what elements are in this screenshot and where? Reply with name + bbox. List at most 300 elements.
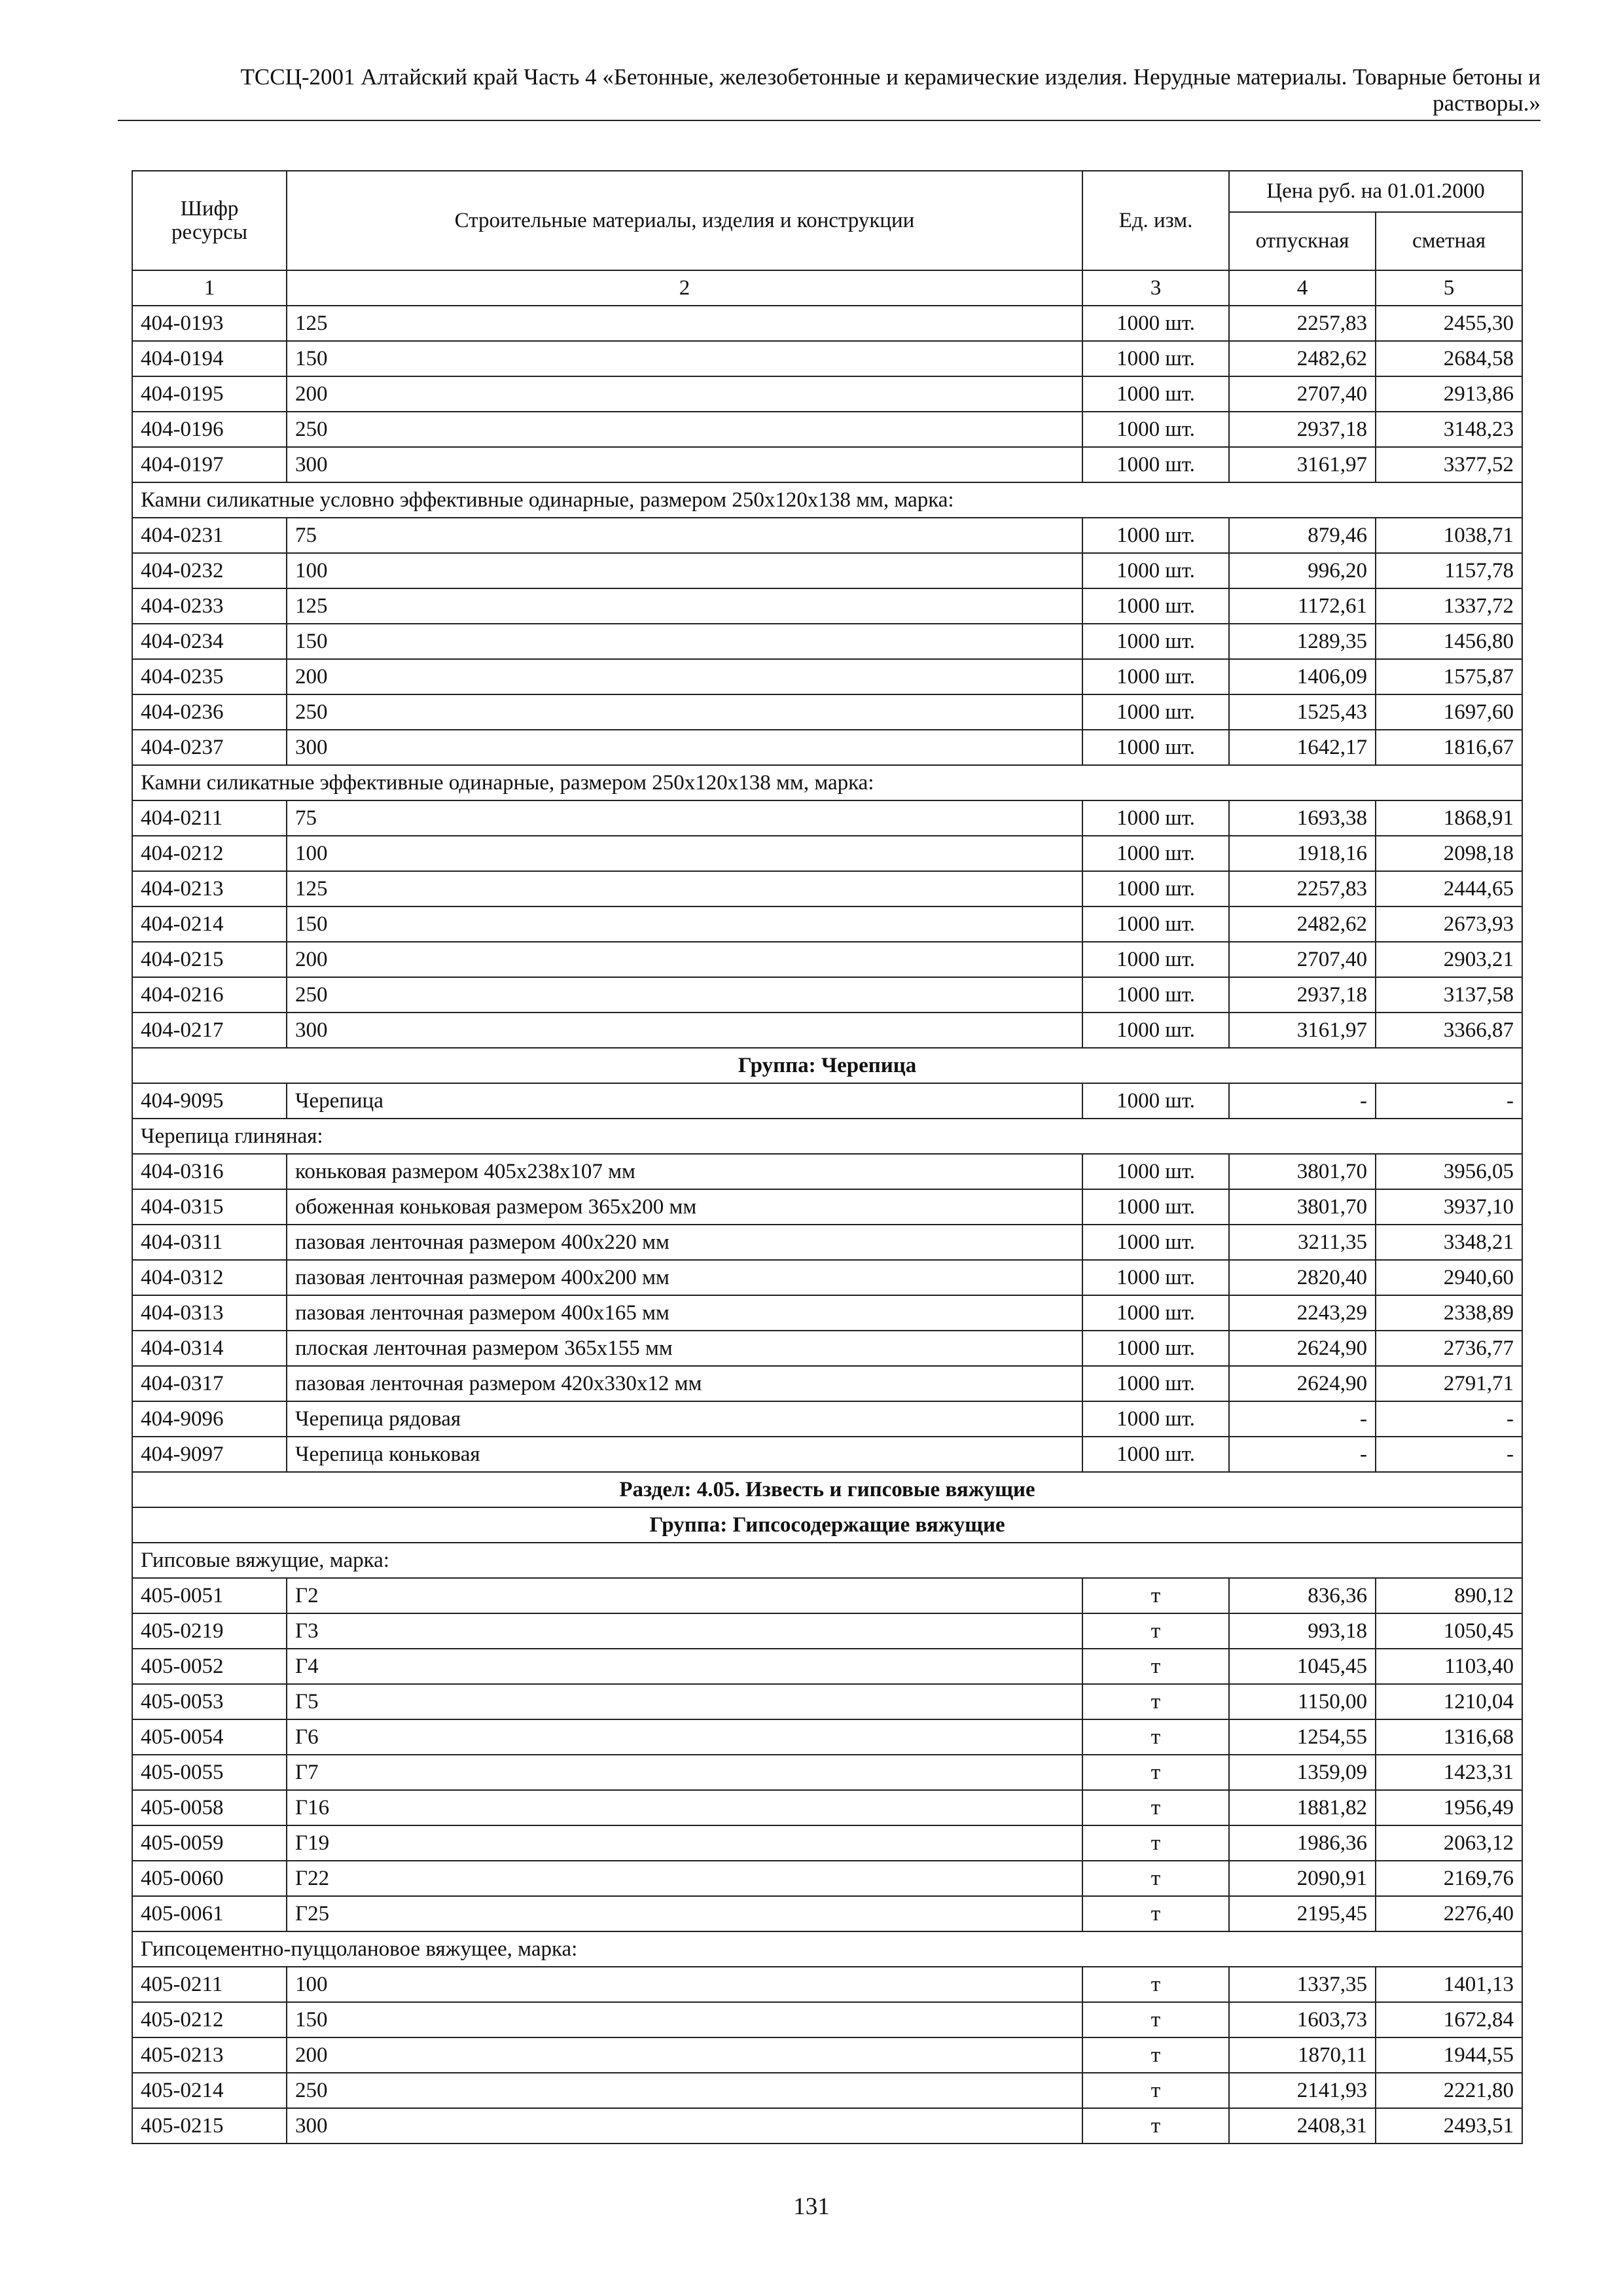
header-rule <box>118 120 1541 121</box>
sale-price: 2820,40 <box>1229 1260 1376 1295</box>
sale-price: - <box>1229 1401 1376 1437</box>
resource-code: 404-0313 <box>132 1295 287 1331</box>
estimate-price: 1103,40 <box>1376 1649 1522 1684</box>
resource-code: 404-0314 <box>132 1331 287 1366</box>
material-name: 150 <box>287 906 1082 942</box>
resource-code: 405-0053 <box>132 1684 287 1719</box>
table-row <box>132 730 1522 765</box>
caption-text: Гипсовые вяжущие, марка: <box>132 1543 1522 1578</box>
group-heading: Группа: Черепица <box>132 1048 1522 1083</box>
material-name: пазовая ленточная размером 400х220 мм <box>287 1225 1082 1260</box>
estimate-price: 1401,13 <box>1376 1967 1522 2002</box>
unit-cell: т <box>1082 1790 1229 1825</box>
estimate-price: 1944,55 <box>1376 2037 1522 2073</box>
material-name: Черепица рядовая <box>287 1401 1082 1437</box>
resource-code: 404-0215 <box>132 942 287 977</box>
table-row <box>132 447 1522 482</box>
table-row <box>132 2108 1522 2144</box>
table-row <box>132 1755 1522 1790</box>
running-header-line-1: ТССЦ-2001 Алтайский край Часть 4 «Бетонные, железобетонные и керамические изделия. Нерудные материалы. Товарные бетоны и <box>240 64 1541 90</box>
sale-price: 1870,11 <box>1229 2037 1376 2073</box>
table-row <box>132 518 1522 553</box>
material-name: Черепица <box>287 1083 1082 1119</box>
resource-code: 404-0316 <box>132 1154 287 1189</box>
estimate-price: 2913,86 <box>1376 376 1522 412</box>
estimate-price: 1210,04 <box>1376 1684 1522 1719</box>
unit-cell: 1000 шт. <box>1082 412 1229 447</box>
table-row <box>132 1719 1522 1755</box>
unit-cell: 1000 шт. <box>1082 800 1229 836</box>
material-name: 200 <box>287 659 1082 694</box>
unit-cell: 1000 шт. <box>1082 1366 1229 1401</box>
caption-text: Камни силикатные эффективные одинарные, размером 250х120х138 мм, марка: <box>132 765 1522 800</box>
table-row <box>132 588 1522 624</box>
resource-code: 405-0052 <box>132 1649 287 1684</box>
caption-text: Черепица глиняная: <box>132 1119 1522 1154</box>
table-body <box>132 306 1522 2144</box>
sale-price: 3161,97 <box>1229 1013 1376 1048</box>
material-name: 150 <box>287 624 1082 659</box>
estimate-price: 2684,58 <box>1376 341 1522 376</box>
sale-price: 2937,18 <box>1229 412 1376 447</box>
resource-code: 405-0219 <box>132 1613 287 1649</box>
estimate-price: 3148,23 <box>1376 412 1522 447</box>
resource-code: 405-0212 <box>132 2002 287 2037</box>
unit-cell: 1000 шт. <box>1082 341 1229 376</box>
material-name: 125 <box>287 588 1082 624</box>
material-name: плоская ленточная размером 365х155 мм <box>287 1331 1082 1366</box>
caption-row <box>132 1119 1522 1154</box>
estimate-price: 1672,84 <box>1376 2002 1522 2037</box>
material-name: 300 <box>287 2108 1082 2144</box>
sale-price: - <box>1229 1437 1376 1472</box>
estimate-price: 3377,52 <box>1376 447 1522 482</box>
section-heading: Раздел: 4.05. Известь и гипсовые вяжущие <box>132 1472 1522 1507</box>
material-name: Г25 <box>287 1896 1082 1931</box>
material-name: коньковая размером 405х238х107 мм <box>287 1154 1082 1189</box>
resource-code: 405-0215 <box>132 2108 287 2144</box>
unit-cell: 1000 шт. <box>1082 836 1229 871</box>
table-row <box>132 1189 1522 1225</box>
table-row <box>132 624 1522 659</box>
resource-code: 405-0214 <box>132 2073 287 2108</box>
sale-price: 2624,90 <box>1229 1331 1376 1366</box>
table-row <box>132 412 1522 447</box>
col-price-header: Цена руб. на 01.01.2000 <box>1229 171 1522 212</box>
sale-price: 2141,93 <box>1229 2073 1376 2108</box>
estimate-price: 1575,87 <box>1376 659 1522 694</box>
table-row <box>132 1896 1522 1931</box>
material-name: 100 <box>287 553 1082 588</box>
unit-cell: 1000 шт. <box>1082 871 1229 906</box>
table-row <box>132 1260 1522 1295</box>
material-name: Г3 <box>287 1613 1082 1649</box>
material-name: Черепица коньковая <box>287 1437 1082 1472</box>
resource-code: 404-0234 <box>132 624 287 659</box>
resource-code: 404-0231 <box>132 518 287 553</box>
sale-price: 1881,82 <box>1229 1790 1376 1825</box>
unit-cell: 1000 шт. <box>1082 518 1229 553</box>
price-table <box>132 170 1523 2144</box>
table-row <box>132 1825 1522 1861</box>
unit-cell: 1000 шт. <box>1082 1189 1229 1225</box>
table-row <box>132 906 1522 942</box>
estimate-price: 1456,80 <box>1376 624 1522 659</box>
sale-price: 2195,45 <box>1229 1896 1376 1931</box>
col-unit-header: Ед. изм. <box>1082 171 1229 270</box>
table-row <box>132 306 1522 341</box>
unit-cell: 1000 шт. <box>1082 376 1229 412</box>
table-row <box>132 1154 1522 1189</box>
caption-row <box>132 482 1522 518</box>
estimate-price: 1697,60 <box>1376 694 1522 730</box>
material-name: 200 <box>287 942 1082 977</box>
table-row <box>132 1861 1522 1896</box>
unit-cell: т <box>1082 2037 1229 2073</box>
estimate-price: 3956,05 <box>1376 1154 1522 1189</box>
resource-code: 404-0213 <box>132 871 287 906</box>
estimate-price: 3137,58 <box>1376 977 1522 1013</box>
resource-code: 404-0232 <box>132 553 287 588</box>
resource-code: 404-9096 <box>132 1401 287 1437</box>
table-row <box>132 1967 1522 2002</box>
table-row <box>132 1401 1522 1437</box>
sale-price: 879,46 <box>1229 518 1376 553</box>
table-row <box>132 376 1522 412</box>
unit-cell: 1000 шт. <box>1082 447 1229 482</box>
group-heading-row <box>132 1048 1522 1083</box>
sale-price: 1693,38 <box>1229 800 1376 836</box>
resource-code: 405-0211 <box>132 1967 287 2002</box>
estimate-price: 1157,78 <box>1376 553 1522 588</box>
column-index: 5 <box>1376 270 1522 306</box>
unit-cell: т <box>1082 2108 1229 2144</box>
estimate-price: 1423,31 <box>1376 1755 1522 1790</box>
column-index: 3 <box>1082 270 1229 306</box>
table-row <box>132 1295 1522 1331</box>
sale-price: 1525,43 <box>1229 694 1376 730</box>
unit-cell: 1000 шт. <box>1082 624 1229 659</box>
estimate-price: 1050,45 <box>1376 1613 1522 1649</box>
sale-price: 1254,55 <box>1229 1719 1376 1755</box>
estimate-price: 2940,60 <box>1376 1260 1522 1295</box>
material-name: 150 <box>287 341 1082 376</box>
estimate-price: 2903,21 <box>1376 942 1522 977</box>
table-row <box>132 800 1522 836</box>
table-row <box>132 836 1522 871</box>
unit-cell: 1000 шт. <box>1082 1260 1229 1295</box>
estimate-price: 1038,71 <box>1376 518 1522 553</box>
table-row <box>132 2037 1522 2073</box>
estimate-price: - <box>1376 1437 1522 1472</box>
table-row <box>132 341 1522 376</box>
unit-cell: т <box>1082 1896 1229 1931</box>
table-row <box>132 1083 1522 1119</box>
material-name: 300 <box>287 1013 1082 1048</box>
unit-cell: 1000 шт. <box>1082 1331 1229 1366</box>
table-row <box>132 1613 1522 1649</box>
material-name: Г22 <box>287 1861 1082 1896</box>
unit-cell: 1000 шт. <box>1082 1083 1229 1119</box>
resource-code: 405-0051 <box>132 1578 287 1613</box>
resource-code: 404-0196 <box>132 412 287 447</box>
unit-cell: 1000 шт. <box>1082 306 1229 341</box>
unit-cell: т <box>1082 1861 1229 1896</box>
sale-price: 3211,35 <box>1229 1225 1376 1260</box>
unit-cell: т <box>1082 1825 1229 1861</box>
col-est-header: сметная <box>1376 212 1522 270</box>
table-row <box>132 1684 1522 1719</box>
sale-price: 2408,31 <box>1229 2108 1376 2144</box>
sale-price: 1150,00 <box>1229 1684 1376 1719</box>
unit-cell: 1000 шт. <box>1082 977 1229 1013</box>
sale-price: 3161,97 <box>1229 447 1376 482</box>
sale-price: 2707,40 <box>1229 376 1376 412</box>
estimate-price: 1316,68 <box>1376 1719 1522 1755</box>
resource-code: 404-0315 <box>132 1189 287 1225</box>
sale-price: 2090,91 <box>1229 1861 1376 1896</box>
material-name: Г6 <box>287 1719 1082 1755</box>
material-name: Г7 <box>287 1755 1082 1790</box>
estimate-price: 2673,93 <box>1376 906 1522 942</box>
material-name: 200 <box>287 376 1082 412</box>
material-name: Г2 <box>287 1578 1082 1613</box>
material-name: 150 <box>287 2002 1082 2037</box>
estimate-price: - <box>1376 1083 1522 1119</box>
sale-price: 1918,16 <box>1229 836 1376 871</box>
col-sale-header: отпускная <box>1229 212 1376 270</box>
column-index: 4 <box>1229 270 1376 306</box>
estimate-price: - <box>1376 1401 1522 1437</box>
table-row <box>132 1790 1522 1825</box>
resource-code: 404-0235 <box>132 659 287 694</box>
unit-cell: 1000 шт. <box>1082 1295 1229 1331</box>
estimate-price: 2455,30 <box>1376 306 1522 341</box>
estimate-price: 3937,10 <box>1376 1189 1522 1225</box>
unit-cell: т <box>1082 1755 1229 1790</box>
material-name: Г16 <box>287 1790 1082 1825</box>
estimate-price: 2736,77 <box>1376 1331 1522 1366</box>
sale-price: 3801,70 <box>1229 1154 1376 1189</box>
caption-row <box>132 1931 1522 1967</box>
caption-row <box>132 1543 1522 1578</box>
resource-code: 404-9095 <box>132 1083 287 1119</box>
material-name: Г4 <box>287 1649 1082 1684</box>
sale-price: 2482,62 <box>1229 906 1376 942</box>
sale-price: 996,20 <box>1229 553 1376 588</box>
estimate-price: 890,12 <box>1376 1578 1522 1613</box>
estimate-price: 2338,89 <box>1376 1295 1522 1331</box>
resource-code: 404-0197 <box>132 447 287 482</box>
running-header-line-2: растворы.» <box>1433 90 1541 116</box>
resource-code: 405-0061 <box>132 1896 287 1931</box>
resource-code: 404-0214 <box>132 906 287 942</box>
material-name: 300 <box>287 447 1082 482</box>
sale-price: 1603,73 <box>1229 2002 1376 2037</box>
sale-price: 1337,35 <box>1229 1967 1376 2002</box>
running-header <box>118 64 1541 117</box>
material-name: 100 <box>287 836 1082 871</box>
estimate-price: 1816,67 <box>1376 730 1522 765</box>
unit-cell: 1000 шт. <box>1082 942 1229 977</box>
sale-price: 993,18 <box>1229 1613 1376 1649</box>
section-heading-row <box>132 1472 1522 1507</box>
resource-code: 404-0216 <box>132 977 287 1013</box>
sale-price: 2243,29 <box>1229 1295 1376 1331</box>
sale-price: 2624,90 <box>1229 1366 1376 1401</box>
material-name: 250 <box>287 977 1082 1013</box>
resource-code: 404-0211 <box>132 800 287 836</box>
resource-code: 405-0060 <box>132 1861 287 1896</box>
table-row <box>132 977 1522 1013</box>
sale-price: 2257,83 <box>1229 871 1376 906</box>
table-row <box>132 1649 1522 1684</box>
caption-text: Камни силикатные условно эффективные одинарные, размером 250х120х138 мм, марка: <box>132 482 1522 518</box>
sale-price: 3801,70 <box>1229 1189 1376 1225</box>
col-code-header: Шифр ресурсы <box>132 171 287 270</box>
material-name: 250 <box>287 2073 1082 2108</box>
material-name: пазовая ленточная размером 400х165 мм <box>287 1295 1082 1331</box>
material-name: 250 <box>287 694 1082 730</box>
unit-cell: т <box>1082 1649 1229 1684</box>
sale-price: - <box>1229 1083 1376 1119</box>
table-row <box>132 1225 1522 1260</box>
resource-code: 405-0213 <box>132 2037 287 2073</box>
resource-code: 405-0059 <box>132 1825 287 1861</box>
sale-price: 1045,45 <box>1229 1649 1376 1684</box>
column-index: 2 <box>287 270 1082 306</box>
material-name: 100 <box>287 1967 1082 2002</box>
sale-price: 1406,09 <box>1229 659 1376 694</box>
estimate-price: 2276,40 <box>1376 1896 1522 1931</box>
estimate-price: 2791,71 <box>1376 1366 1522 1401</box>
material-name: 250 <box>287 412 1082 447</box>
group-heading: Группа: Гипсосодержащие вяжущие <box>132 1507 1522 1543</box>
table-row <box>132 659 1522 694</box>
sale-price: 2937,18 <box>1229 977 1376 1013</box>
table-row <box>132 1013 1522 1048</box>
sale-price: 1642,17 <box>1229 730 1376 765</box>
material-name: 125 <box>287 871 1082 906</box>
column-index: 1 <box>132 270 287 306</box>
estimate-price: 1337,72 <box>1376 588 1522 624</box>
resource-code: 404-0193 <box>132 306 287 341</box>
estimate-price: 2221,80 <box>1376 2073 1522 2108</box>
unit-cell: 1000 шт. <box>1082 553 1229 588</box>
resource-code: 404-0236 <box>132 694 287 730</box>
table-row <box>132 871 1522 906</box>
sale-price: 2257,83 <box>1229 306 1376 341</box>
resource-code: 404-0233 <box>132 588 287 624</box>
estimate-price: 2444,65 <box>1376 871 1522 906</box>
sale-price: 2707,40 <box>1229 942 1376 977</box>
estimate-price: 3366,87 <box>1376 1013 1522 1048</box>
unit-cell: 1000 шт. <box>1082 730 1229 765</box>
sale-price: 1172,61 <box>1229 588 1376 624</box>
resource-code: 405-0058 <box>132 1790 287 1825</box>
unit-cell: 1000 шт. <box>1082 1154 1229 1189</box>
unit-cell: т <box>1082 2002 1229 2037</box>
unit-cell: 1000 шт. <box>1082 659 1229 694</box>
table-row <box>132 1578 1522 1613</box>
material-name: Г19 <box>287 1825 1082 1861</box>
sale-price: 1986,36 <box>1229 1825 1376 1861</box>
material-name: обоженная коньковая размером 365х200 мм <box>287 1189 1082 1225</box>
unit-cell: т <box>1082 1578 1229 1613</box>
unit-cell: 1000 шт. <box>1082 1013 1229 1048</box>
caption-text: Гипсоцементно-пуццолановое вяжущее, марка: <box>132 1931 1522 1967</box>
unit-cell: 1000 шт. <box>1082 1401 1229 1437</box>
resource-code: 404-0317 <box>132 1366 287 1401</box>
table-row <box>132 694 1522 730</box>
table-header-row-1 <box>132 171 1522 212</box>
unit-cell: т <box>1082 1719 1229 1755</box>
caption-row <box>132 765 1522 800</box>
sale-price: 1359,09 <box>1229 1755 1376 1790</box>
estimate-price: 1868,91 <box>1376 800 1522 836</box>
column-index-row <box>132 270 1522 306</box>
table-row <box>132 2002 1522 2037</box>
estimate-price: 2493,51 <box>1376 2108 1522 2144</box>
estimate-price: 2063,12 <box>1376 1825 1522 1861</box>
table-row <box>132 1331 1522 1366</box>
estimate-price: 2169,76 <box>1376 1861 1522 1896</box>
sale-price: 2482,62 <box>1229 341 1376 376</box>
table-row <box>132 942 1522 977</box>
estimate-price: 3348,21 <box>1376 1225 1522 1260</box>
resource-code: 405-0055 <box>132 1755 287 1790</box>
page-number: 131 <box>793 2193 830 2220</box>
group-heading-row <box>132 1507 1522 1543</box>
estimate-price: 1956,49 <box>1376 1790 1522 1825</box>
material-name: пазовая ленточная размером 420х330х12 мм <box>287 1366 1082 1401</box>
table-row <box>132 1437 1522 1472</box>
resource-code: 405-0054 <box>132 1719 287 1755</box>
material-name: 300 <box>287 730 1082 765</box>
resource-code: 404-9097 <box>132 1437 287 1472</box>
unit-cell: 1000 шт. <box>1082 1225 1229 1260</box>
unit-cell: 1000 шт. <box>1082 694 1229 730</box>
sale-price: 836,36 <box>1229 1578 1376 1613</box>
unit-cell: 1000 шт. <box>1082 588 1229 624</box>
material-name: 75 <box>287 518 1082 553</box>
table-row <box>132 2073 1522 2108</box>
material-name: 75 <box>287 800 1082 836</box>
unit-cell: т <box>1082 1967 1229 2002</box>
unit-cell: т <box>1082 1613 1229 1649</box>
material-name: 125 <box>287 306 1082 341</box>
unit-cell: т <box>1082 2073 1229 2108</box>
resource-code: 404-0311 <box>132 1225 287 1260</box>
resource-code: 404-0195 <box>132 376 287 412</box>
sale-price: 1289,35 <box>1229 624 1376 659</box>
unit-cell: 1000 шт. <box>1082 906 1229 942</box>
resource-code: 404-0212 <box>132 836 287 871</box>
resource-code: 404-0217 <box>132 1013 287 1048</box>
estimate-price: 2098,18 <box>1376 836 1522 871</box>
resource-code: 404-0237 <box>132 730 287 765</box>
material-name: пазовая ленточная размером 400х200 мм <box>287 1260 1082 1295</box>
material-name: Г5 <box>287 1684 1082 1719</box>
unit-cell: 1000 шт. <box>1082 1437 1229 1472</box>
unit-cell: т <box>1082 1684 1229 1719</box>
resource-code: 404-0194 <box>132 341 287 376</box>
table-row <box>132 1366 1522 1401</box>
table-row <box>132 553 1522 588</box>
resource-code: 404-0312 <box>132 1260 287 1295</box>
material-name: 200 <box>287 2037 1082 2073</box>
col-name-header: Строительные материалы, изделия и конструкции <box>287 171 1082 270</box>
